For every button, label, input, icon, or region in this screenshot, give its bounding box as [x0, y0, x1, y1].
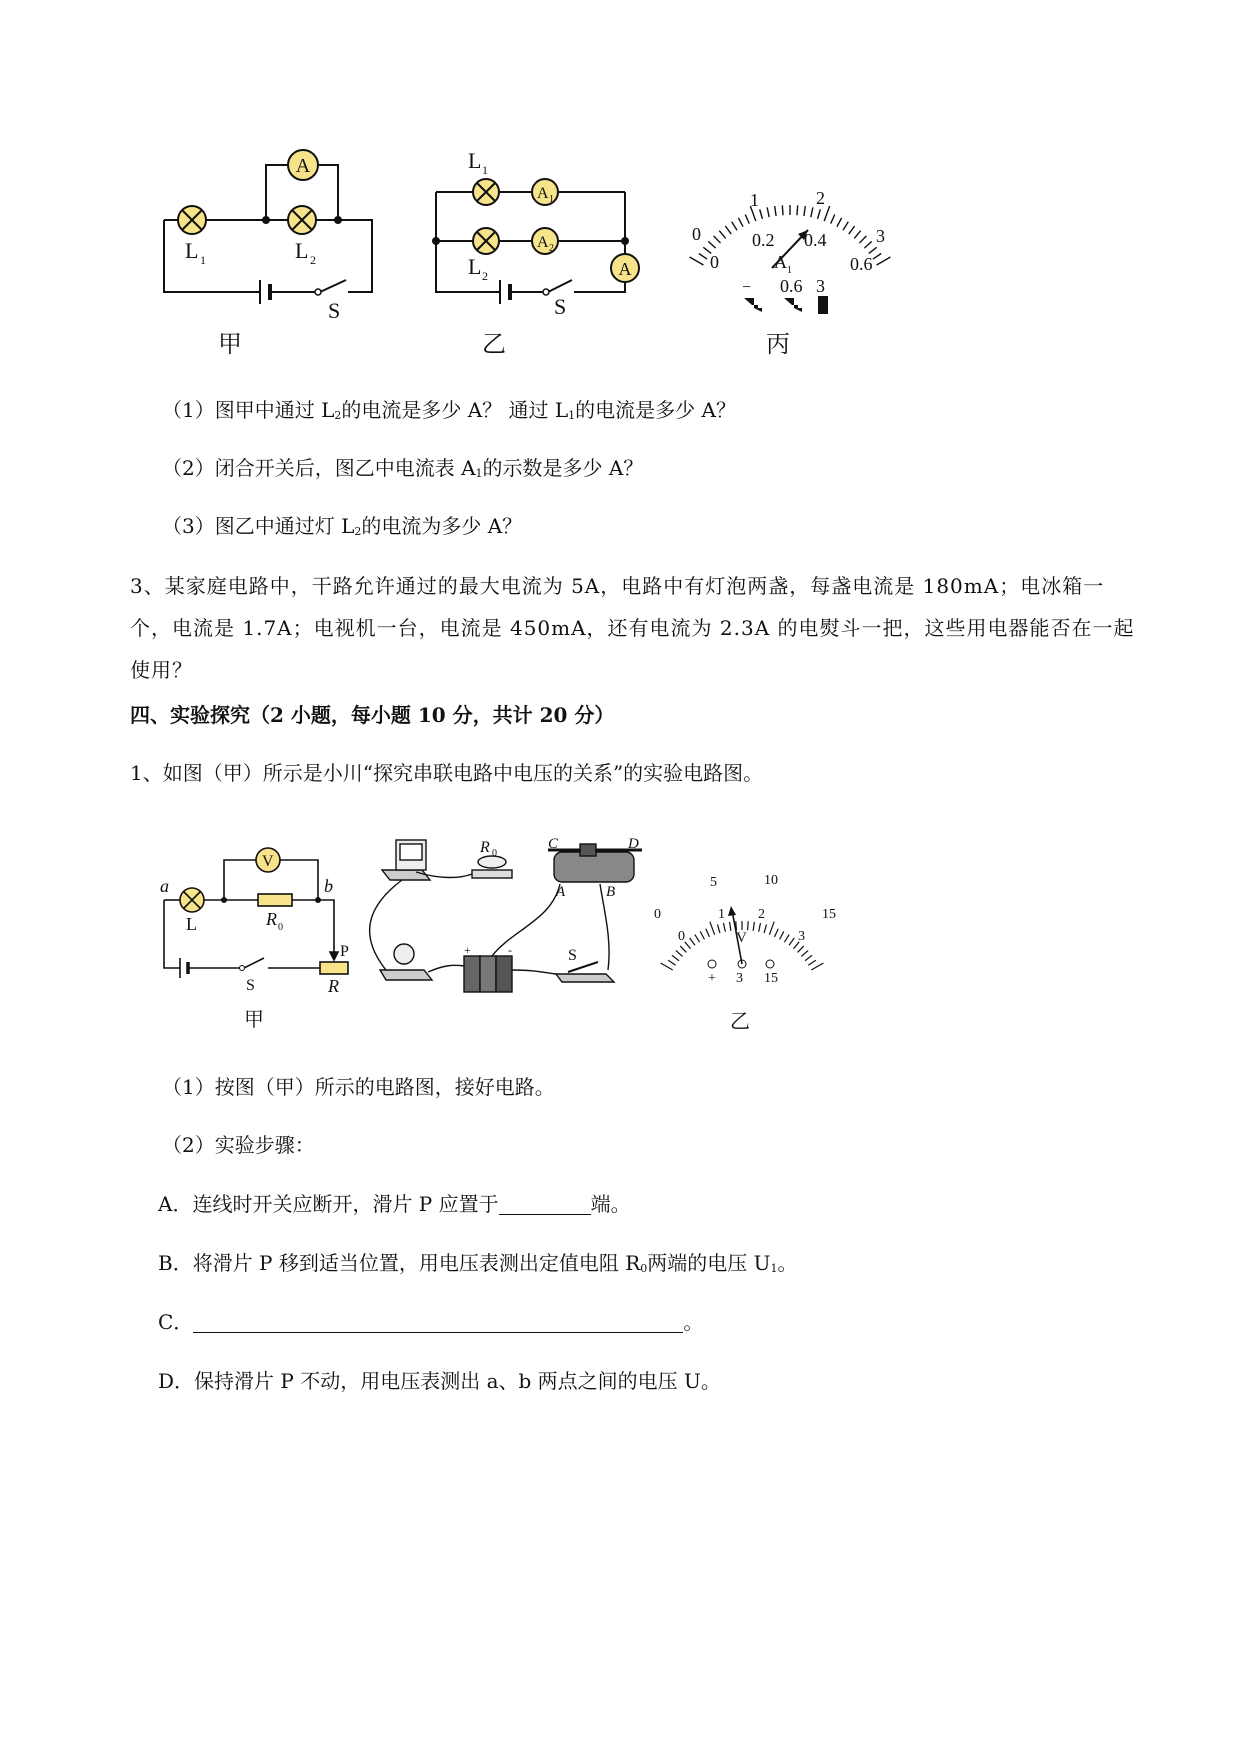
dial-tick [699, 253, 707, 259]
ammeter-main-label: A [618, 259, 632, 279]
figure1-circuit-jia [150, 140, 390, 360]
question-1: （1）图甲中通过 $L_2$的电流是多少 A？ 通过 $L_1$的电流是多少 A？ [162, 398, 736, 422]
question-3: （3）图乙中通过灯 $L_2$的电流为多少 A？ [162, 514, 523, 538]
lamp2-label: L [468, 254, 482, 279]
meter-symbol: A [774, 252, 787, 272]
dial-tick [780, 931, 784, 939]
figure2-apparatus [372, 830, 662, 1005]
slider-p-label: P [340, 943, 349, 960]
top-scale-3: 3 [876, 226, 885, 246]
step-a: A．连线时开关应断开，滑片 P 应置于 端。 [158, 1192, 631, 1216]
dial-tick [769, 922, 774, 935]
lamp-label: L [186, 914, 197, 934]
question-2: （2）闭合开关后，图乙中电流表 $A_1$的示数是多少 A？ [162, 456, 644, 480]
dial-tick [805, 955, 812, 961]
r0-label: R [480, 839, 490, 856]
dial-tick [661, 963, 673, 970]
dial-tick [849, 226, 855, 234]
dial-tick [690, 938, 695, 945]
dial-tick [753, 922, 754, 931]
dial-tick [676, 950, 683, 956]
rheostat-a-label: A [556, 884, 566, 900]
top-scale-2: 10 [764, 873, 778, 888]
ammeter-a1-label: A [537, 185, 549, 202]
problem-3: 3、某家庭电路中，干路允许通过的最大电流为 5A，电路中有灯泡两盏，每盏电流是 180mA；电冰箱一个，电流是 1.7A；电视机一台，电流是 450mA，还有电流为 2.3A 的电熨斗一把，这些用电器能否在一起使用？ [130, 574, 1135, 682]
switch-label: S [568, 947, 577, 964]
dial-tick [723, 923, 725, 932]
dial-tick [843, 222, 848, 230]
terminal-3: 3 [816, 276, 825, 296]
step-1: （1）按图（甲）所示的电路图，接好电路。 [162, 1075, 555, 1099]
bottom-scale-1: 0.2 [752, 230, 775, 250]
terminal-06: 0.6 [780, 276, 803, 296]
dial-tick [725, 226, 731, 234]
ammeter-a2-sub: 2 [549, 243, 554, 254]
lamp2-label: L [295, 238, 309, 263]
dial-tick [719, 231, 725, 239]
figure1-circuit-yi [420, 140, 660, 360]
step-c: C． 。 [158, 1310, 704, 1334]
rheostat-label: R [328, 976, 339, 996]
meter-symbol: V [736, 930, 747, 946]
dial-tick [710, 922, 715, 935]
dial-tick [873, 253, 881, 259]
dial-tick [775, 929, 779, 937]
dial-tick [864, 241, 871, 248]
dial-tick [798, 946, 804, 952]
point-b-label: b [324, 876, 333, 896]
top-scale-3: 15 [822, 907, 836, 922]
switch-label: S [246, 977, 255, 994]
terminal-minus: − [742, 279, 752, 296]
switch-label: S [554, 294, 567, 319]
battery-plus: + [464, 943, 471, 957]
ammeter-a2-label: A [537, 234, 549, 251]
top-scale-2: 2 [816, 188, 825, 208]
dial-tick [789, 938, 794, 945]
dial-tick [782, 205, 783, 215]
dial-tick [700, 931, 704, 939]
dial-tick [764, 924, 766, 933]
section-heading: 四、实验探究（2 小题，每小题 10 分，共计 20 分） [130, 703, 615, 727]
dial-tick [854, 231, 860, 239]
dial-tick [784, 935, 789, 943]
top-scale-1: 5 [710, 875, 717, 890]
battery-minus: - [508, 943, 512, 957]
caption-yi: 乙 [482, 332, 506, 358]
dial-tick [811, 207, 813, 217]
dial-tick [797, 205, 798, 215]
dial-tick [717, 924, 719, 933]
caption-jia: 甲 [244, 1009, 264, 1031]
dial-tick [877, 257, 891, 265]
bottom-scale-1: 1 [718, 907, 725, 922]
point-a-label: a [160, 876, 169, 896]
dial-tick [672, 955, 679, 961]
lamp1-sub: 1 [482, 163, 488, 177]
top-scale-0: 0 [654, 907, 661, 922]
dial-tick [745, 215, 749, 224]
rheostat-b-label: B [606, 884, 616, 900]
caption-bing: 丙 [766, 332, 790, 358]
resistor-r0-sub: 0 [278, 922, 283, 933]
top-scale-1: 1 [750, 190, 759, 210]
ammeter-label: A [295, 155, 311, 177]
resistor-r0-label: R [266, 909, 277, 929]
dial-tick [837, 218, 842, 227]
dial-tick [695, 935, 700, 943]
dial-tick [759, 923, 761, 932]
lamp2-sub: 2 [482, 269, 488, 283]
terminal-15: 15 [764, 971, 778, 986]
dial-tick [869, 247, 877, 253]
bottom-scale-0: 0 [710, 252, 719, 272]
dial-tick [732, 222, 737, 230]
dial-tick [818, 209, 821, 219]
dial-tick [859, 236, 866, 243]
lamp2-sub: 2 [310, 253, 316, 267]
lamp1-label: L [185, 238, 199, 263]
bottom-scale-2: 0.4 [804, 230, 827, 250]
voltmeter-label: V [262, 853, 274, 870]
meter-symbol-sub: 1 [787, 265, 792, 276]
top-scale-0: 0 [692, 224, 701, 244]
dial-tick [748, 921, 749, 930]
dial-tick [824, 206, 829, 221]
dial-tick [811, 963, 823, 970]
bottom-scale-0: 0 [678, 929, 685, 944]
dial-tick [831, 215, 835, 224]
dial-tick [708, 241, 715, 248]
dial-tick [730, 922, 731, 931]
rheostat-d-label: D [628, 836, 639, 852]
step-d: D．保持滑片 P 不动，用电压表测出 a、b 两点之间的电压 U。 [158, 1369, 721, 1393]
dial-tick [760, 209, 763, 219]
dial-tick [808, 960, 815, 965]
caption-yi: 乙 [730, 1011, 750, 1033]
step-2: （2）实验步骤： [162, 1133, 315, 1157]
dial-tick [714, 236, 721, 243]
bottom-scale-2: 2 [758, 907, 765, 922]
figure2-voltmeter-dial-yi [650, 860, 850, 1035]
figure2-circuit-jia [150, 830, 370, 1040]
dial-tick [680, 946, 686, 952]
lamp1-label: L [468, 148, 482, 173]
answer-blank-c[interactable] [193, 1310, 683, 1333]
rheostat-c-label: C [548, 836, 559, 852]
dial-tick [668, 960, 675, 965]
figure1-ammeter-dial-bing [680, 140, 910, 360]
dial-tick [804, 206, 805, 216]
bottom-scale-3: 3 [798, 929, 805, 944]
r0-sub: 0 [492, 848, 497, 859]
answer-blank-a[interactable] [499, 1192, 591, 1215]
bottom-scale-3: 0.6 [850, 254, 873, 274]
terminal-plus: + [708, 971, 716, 986]
experiment-1-intro: 1、如图（甲）所示是小川“探究串联电路中电压的关系”的实验电路图。 [130, 761, 764, 785]
dial-tick [690, 257, 704, 265]
switch-label: S [328, 298, 341, 323]
dial-tick [706, 929, 710, 937]
terminal-3: 3 [736, 971, 743, 986]
dial-tick [738, 218, 743, 227]
dial-tick [801, 950, 808, 956]
step-b: B．将滑片 P 移到适当位置，用电压表测出定值电阻 $R_0$两端的电压 $U_1$。 [158, 1251, 798, 1275]
dial-tick [685, 942, 691, 949]
dial-tick [775, 206, 776, 216]
lamp1-sub: 1 [200, 253, 206, 267]
dial-tick [767, 207, 769, 217]
caption-jia: 甲 [218, 332, 242, 358]
ammeter-a1-sub: 1 [549, 194, 554, 205]
